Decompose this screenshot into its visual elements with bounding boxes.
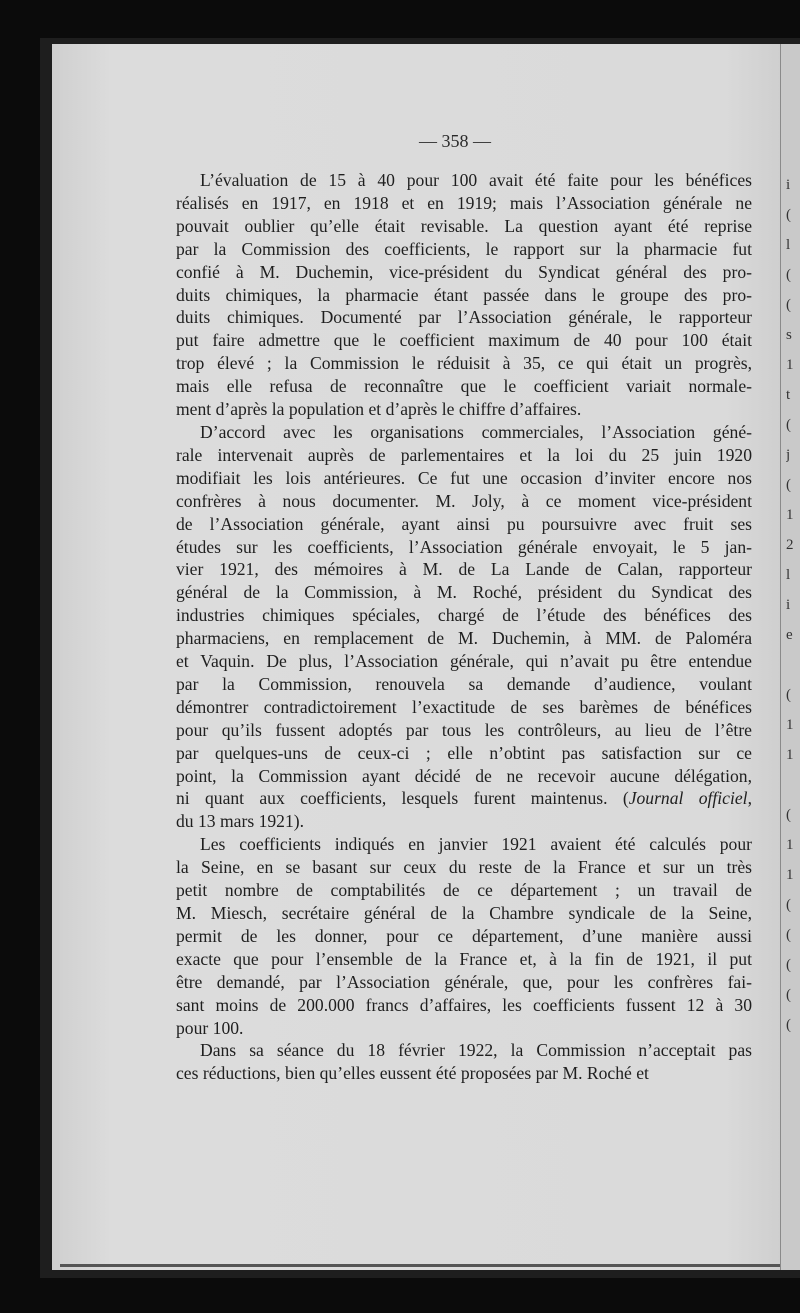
text-line: pharmaciens, en remplacement de M. Duchemin, à MM. de Paloméra	[176, 628, 752, 649]
edge-glyph: (	[786, 1017, 791, 1033]
paragraph	[176, 833, 752, 1039]
text-line: pour qu’ils fussent adoptés par tous les contrôleurs, au lieu de l’être	[176, 719, 752, 740]
text-line: pouvait oublier qu’elle était revisable. La question ayant été reprise	[176, 215, 752, 236]
page-bottom-edge	[60, 1264, 780, 1267]
text-line: réalisés en 1917, en 1918 et en 1919; mais l’Association générale ne	[176, 192, 752, 213]
journal-title: Journal officiel	[628, 788, 748, 809]
page-number: — 358 —	[419, 131, 491, 151]
text-line: permit de les donner, pour ce département, d’une manière aussi	[176, 925, 752, 946]
edge-glyph: 2	[786, 537, 794, 553]
text-line: la Seine, en se basant sur ceux du reste de la France et sur un très	[176, 857, 752, 878]
edge-glyph: (	[786, 687, 791, 703]
edge-glyph: 1	[786, 507, 794, 523]
text-line: ni quant aux coefficients, lesquels furent maintenus. (Journal officiel,	[176, 788, 752, 809]
text-line: D’accord avec les organisations commerciales, l’Association géné-	[200, 421, 752, 442]
edge-glyph: 1	[786, 717, 794, 733]
edge-glyph: (	[786, 477, 791, 493]
text-line: ment d’après la population et d’après le chiffre d’affaires.	[176, 399, 582, 420]
edge-glyph: (	[786, 987, 791, 1003]
edge-glyph: (	[786, 927, 791, 943]
edge-glyph: 1	[786, 837, 794, 853]
text-line: ces réductions, bien qu’elles eussent été proposées par M. Roché et	[176, 1063, 649, 1084]
text-line: Dans sa séance du 18 février 1922, la Commission n’acceptait pas	[200, 1040, 752, 1061]
edge-glyph: e	[786, 627, 793, 643]
text-line: démontrer contradictoirement l’exactitude de ses barèmes de bénéfices	[176, 696, 752, 717]
text-line: général de la Commission, à M. Roché, président du Syndicat des	[176, 582, 752, 603]
edge-glyph	[786, 770, 800, 800]
edge-glyph: (	[786, 417, 791, 433]
text-line: études sur les coefficients, l’Association générale envoyait, le 5 jan-	[176, 536, 752, 557]
text-line: duits chimiques. Documenté par l’Association générale, le rapporteur	[176, 307, 752, 328]
edge-glyph: 1	[786, 867, 794, 883]
edge-glyph: (	[786, 897, 791, 913]
page-body-text	[176, 169, 752, 1085]
text-line: exacte que pour l’ensemble de la France et, à la fin de 1921, il put	[176, 948, 752, 969]
text-line: Les coefficients indiqués en janvier 1921 avaient été calculés pour	[200, 834, 752, 855]
edge-glyph: 1	[786, 357, 794, 373]
edge-glyph: j	[786, 447, 791, 463]
edge-glyph: 1	[786, 747, 794, 763]
text-line: par la Commission des coefficients, le rapport sur la pharmacie fut	[176, 238, 752, 259]
text-line: trop élevé ; la Commission le réduisit à 35, ce qui était un progrès,	[176, 353, 752, 374]
edge-glyph: i	[786, 177, 791, 193]
adjacent-page-text-fragments	[786, 170, 800, 1040]
text-line: et Vaquin. De plus, l’Association générale, qui n’avait pu être entendue	[176, 651, 752, 672]
text-line: rale intervenait auprès de parlementaires et la loi du 25 juin 1920	[176, 444, 752, 465]
text-line: être demandé, par l’Association générale, que, pour les confrères fai-	[176, 971, 752, 992]
edge-glyph: (	[786, 957, 791, 973]
paragraph	[176, 1039, 752, 1085]
text-line: L’évaluation de 15 à 40 pour 100 avait été faite pour les bénéfices	[200, 170, 752, 190]
edge-glyph: i	[786, 597, 791, 613]
text-line: put faire admettre que le coefficient maximum de 40 pour 100 était	[176, 330, 752, 351]
text-line: confié à M. Duchemin, vice-président du Syndicat général des pro-	[176, 261, 752, 282]
edge-glyph: t	[786, 387, 791, 403]
text-line: mais elle refusa de reconnaître que le coefficient variait normale-	[176, 376, 752, 397]
text-line: industries chimiques spéciales, chargé de l’étude des bénéfices des	[176, 605, 752, 626]
text-line: sant moins de 200.000 francs d’affaires, les coefficients fussent 12 à 30	[176, 994, 752, 1015]
text-line: petit nombre de comptabilités de ce département ; un travail de	[176, 880, 752, 901]
text-line: M. Miesch, secrétaire général de la Chambre syndicale de la Seine,	[176, 903, 752, 923]
edge-glyph	[786, 650, 800, 680]
paragraph	[176, 421, 752, 833]
edge-glyph: (	[786, 207, 791, 223]
text-line: pour 100.	[176, 1017, 244, 1038]
paragraph	[176, 169, 752, 421]
edge-glyph: (	[786, 267, 791, 283]
text-line: de l’Association générale, ayant ainsi pu poursuivre avec fruit ses	[176, 513, 752, 534]
edge-glyph: (	[786, 297, 791, 313]
edge-glyph: s	[786, 327, 792, 343]
edge-glyph: l	[786, 567, 791, 583]
text-line: par quelques-uns de ceux-ci ; elle n’obtint pas satisfaction sur ce	[176, 742, 752, 763]
text-line: du 13 mars 1921).	[176, 811, 305, 832]
text-line: duits chimiques, la pharmacie étant passée dans le groupe des pro-	[176, 284, 752, 305]
text-line: confrères à nous documenter. M. Joly, à ce moment vice-président	[176, 490, 752, 511]
text-line: par la Commission, renouvela sa demande d’audience, voulant	[176, 673, 752, 694]
text-line: point, la Commission ayant décidé de ne recevoir aucune délégation,	[176, 765, 752, 786]
edge-glyph: l	[786, 237, 791, 253]
text-line: vier 1921, des mémoires à M. de La Lande de Calan, rapporteur	[176, 559, 752, 580]
text-line: modifiait les lois antérieures. Ce fut une occasion d’inviter encore nos	[176, 467, 752, 488]
edge-glyph: (	[786, 807, 791, 823]
